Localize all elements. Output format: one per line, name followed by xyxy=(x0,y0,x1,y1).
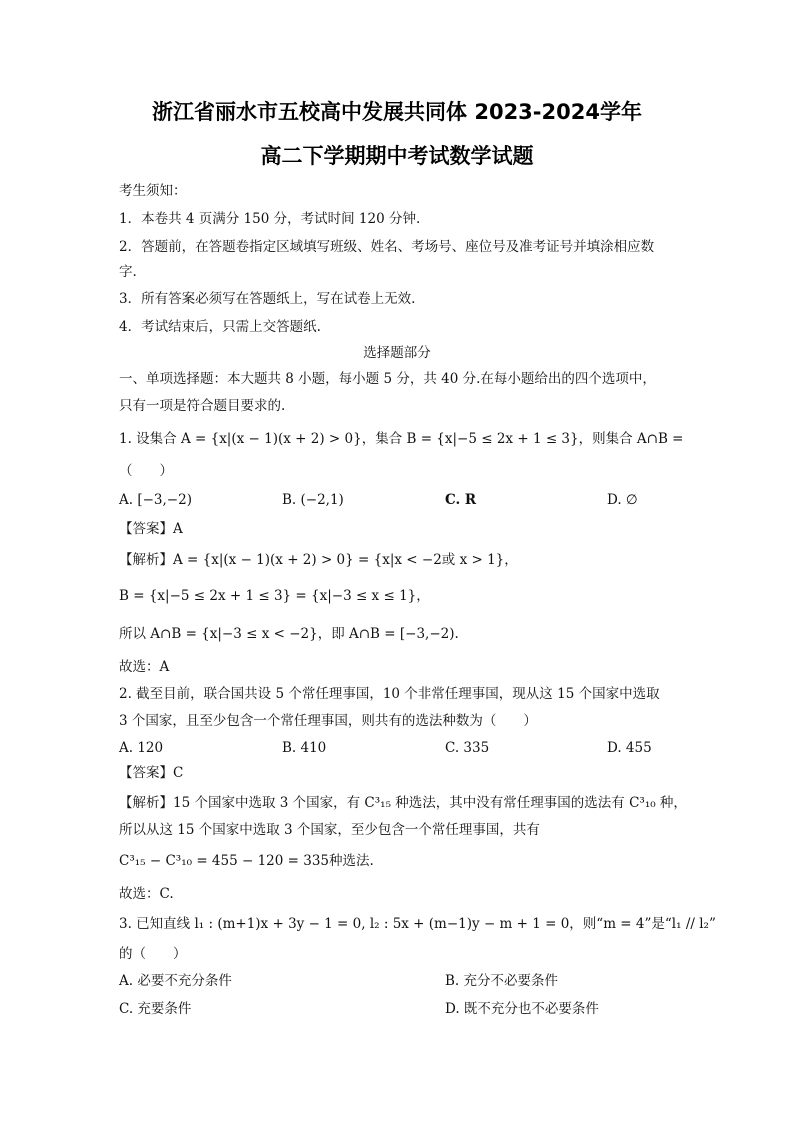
q2-answer: 【答案】C xyxy=(119,765,184,781)
q2-analysis-3: C³₁₅ − C³₁₀ = 455 − 120 = 335种选法. xyxy=(119,853,374,869)
q1-stem: 1. 设集合 A = {x|(x − 1)(x + 2) > 0}，集合 B = {x|−5 ≤ 2x + 1 ≤ 3}，则集合 A∩B = xyxy=(119,431,684,447)
q1-paren: （ ） xyxy=(119,463,173,479)
part1-instructions-1: 一、单项选择题：本大题共 8 小题，每小题 5 分，共 40 分.在每小题给出的四个选项中， xyxy=(119,371,656,387)
notice-2: 2．答题前，在答题卷指定区域填写班级、姓名、考场号、座位号及准考证号并填涂相应数 xyxy=(119,239,655,255)
notice-4: 4．考试结束后，只需上交答题纸. xyxy=(119,319,321,335)
q2-option-d: D. 455 xyxy=(607,740,652,756)
q1-analysis-1: 【解析】A = {x|(x − 1)(x + 2) > 0} = {x|x < −2或 x > 1}， xyxy=(119,552,518,568)
q1-conclusion: 故选：A xyxy=(119,659,170,675)
q2-option-b: B. 410 xyxy=(282,740,327,756)
notice-header: 考生须知： xyxy=(119,183,187,199)
q1-analysis-2: B = {x|−5 ≤ 2x + 1 ≤ 3} = {x|−3 ≤ x ≤ 1}， xyxy=(119,588,430,604)
q2-option-c: C. 335 xyxy=(445,740,490,756)
q3-stem-2: 的（ ） xyxy=(119,946,187,962)
q3-option-a: A. 必要不充分条件 xyxy=(119,973,232,989)
q1-answer: 【答案】A xyxy=(119,521,183,537)
doc-title-line1: 浙江省丽水市五校高中发展共同体 2023-2024学年 xyxy=(152,100,642,124)
q2-stem-2: 3 个国家，且至少包含一个常任理事国，则共有的选法种数为（ ） xyxy=(119,713,537,729)
q3-stem-1: 3. 已知直线 l₁ : (m+1)x + 3y − 1 = 0, l₂ : 5x + (m−1)y − m + 1 = 0，则“m = 4”是“l₁ // l₂” xyxy=(119,916,716,932)
q1-option-c: C. R xyxy=(445,492,477,508)
notice-2-cont: 字. xyxy=(119,264,137,280)
part1-instructions-2: 只有一项是符合题目要求的. xyxy=(119,398,286,414)
q1-option-d: D. ∅ xyxy=(607,492,638,508)
q1-analysis-3: 所以 A∩B = {x|−3 ≤ x < −2}，即 A∩B = [−3,−2). xyxy=(119,626,459,642)
q2-analysis-1: 【解析】15 个国家中选取 3 个国家，有 C³₁₅ 种选法，其中没有常任理事国的选法有 C³₁₀ 种， xyxy=(119,795,687,811)
q3-option-c: C. 充要条件 xyxy=(119,1001,192,1017)
q1-option-b: B. (−2,1) xyxy=(282,492,344,508)
q2-analysis-2: 所以从这 15 个国家中选取 3 个国家，至少包含一个常任理事国，共有 xyxy=(119,822,540,838)
q3-option-d: D. 既不充分也不必要条件 xyxy=(445,1001,599,1017)
notice-1: 1．本卷共 4 页满分 150 分，考试时间 120 分钟. xyxy=(119,211,421,227)
notice-3: 3．所有答案必须写在答题纸上，写在试卷上无效. xyxy=(119,291,416,307)
doc-title-line2: 高二下学期期中考试数学试题 xyxy=(260,144,534,168)
q2-conclusion: 故选：C. xyxy=(119,886,174,902)
q2-stem-1: 2. 截至目前，联合国共设 5 个常任理事国，10 个非常任理事国，现从这 15 个国家中选取 xyxy=(119,686,660,702)
section-title: 选择题部分 xyxy=(363,345,431,361)
q3-option-b: B. 充分不必要条件 xyxy=(445,973,559,989)
q1-option-a: A. [−3,−2) xyxy=(119,492,192,508)
q2-option-a: A. 120 xyxy=(119,740,164,756)
